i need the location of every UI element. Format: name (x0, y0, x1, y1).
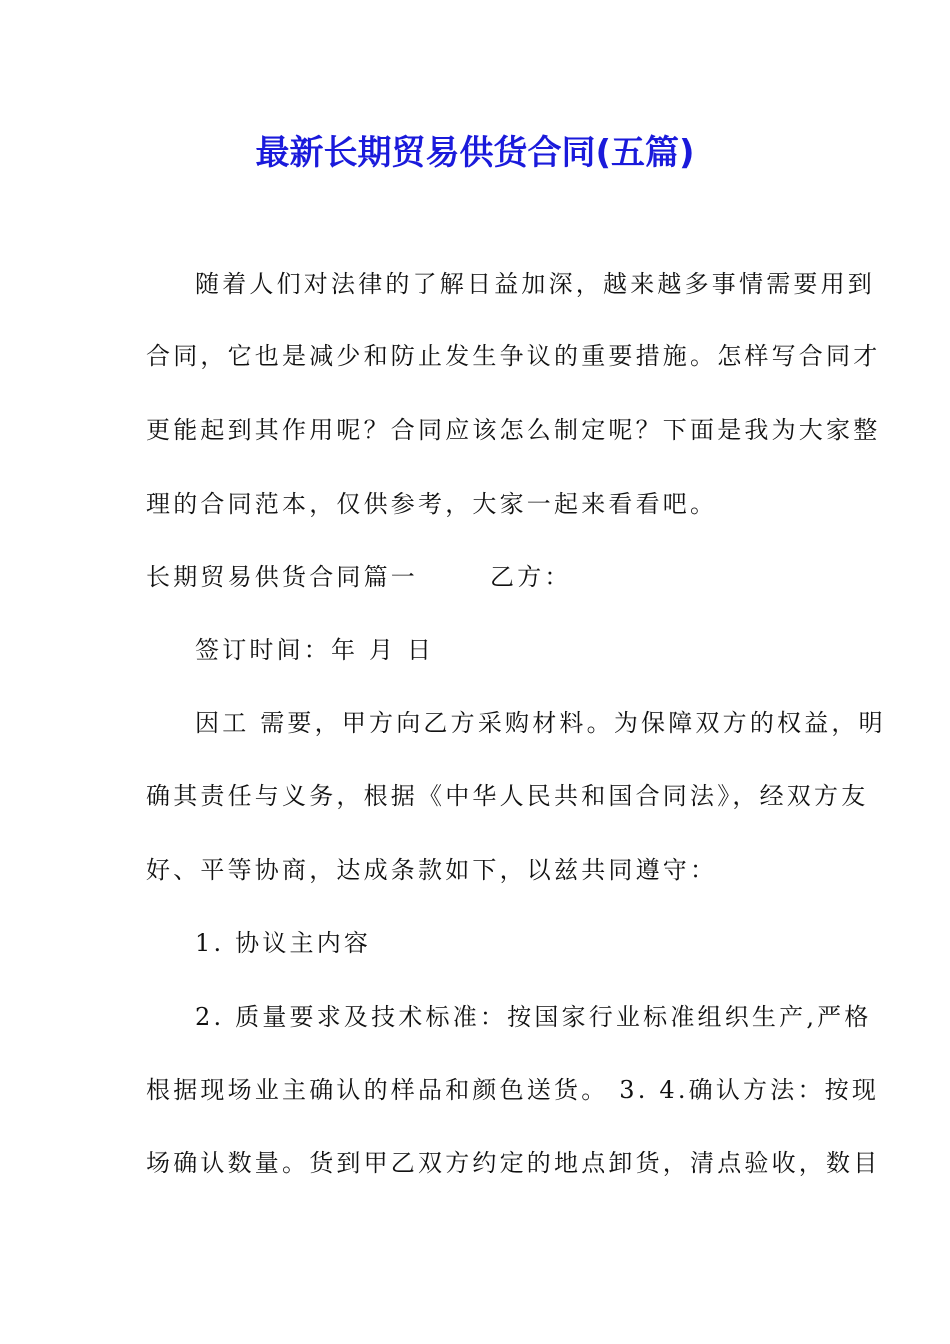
clause-line: 1. 协议主内容 (195, 929, 372, 957)
paragraph-line: 根据现场业主确认的样品和颜色送货。 3. 4.确认方法：按现 (146, 1076, 880, 1104)
paragraph-line: 更能起到其作用呢？合同应该怎么制定呢？下面是我为大家整 (146, 416, 881, 444)
clause-line: 2. 质量要求及技术标准：按国家行业标准组织生产,严格 (195, 1003, 872, 1031)
paragraph-line: 场确认数量。货到甲乙双方约定的地点卸货，清点验收，数目 (146, 1149, 881, 1177)
paragraph-line: 好、平等协商，达成条款如下，以兹共同遵守： (146, 856, 718, 884)
paragraph-line: 理的合同范本，仅供参考，大家一起来看看吧。 (146, 490, 718, 518)
paragraph-line: 确其责任与义务，根据《中华人民共和国合同法》，经双方友 (146, 782, 869, 810)
paragraph-line: 因工 需要，甲方向乙方采购材料。为保障双方的权益，明 (195, 709, 886, 737)
party-b-label: 乙方： (490, 563, 572, 591)
paragraph-line: 合同，它也是减少和防止发生争议的重要措施。怎样写合同才 (146, 342, 881, 370)
document-title: 最新长期贸易供货合同(五篇) (255, 133, 695, 173)
section-heading-line (146, 559, 572, 595)
section-heading: 长期贸易供货合同篇一 (146, 563, 418, 591)
paragraph-line: 随着人们对法律的了解日益加深，越来越多事情需要用到 (195, 270, 875, 298)
signing-date-line: 签订时间：年 月 日 (195, 636, 435, 664)
